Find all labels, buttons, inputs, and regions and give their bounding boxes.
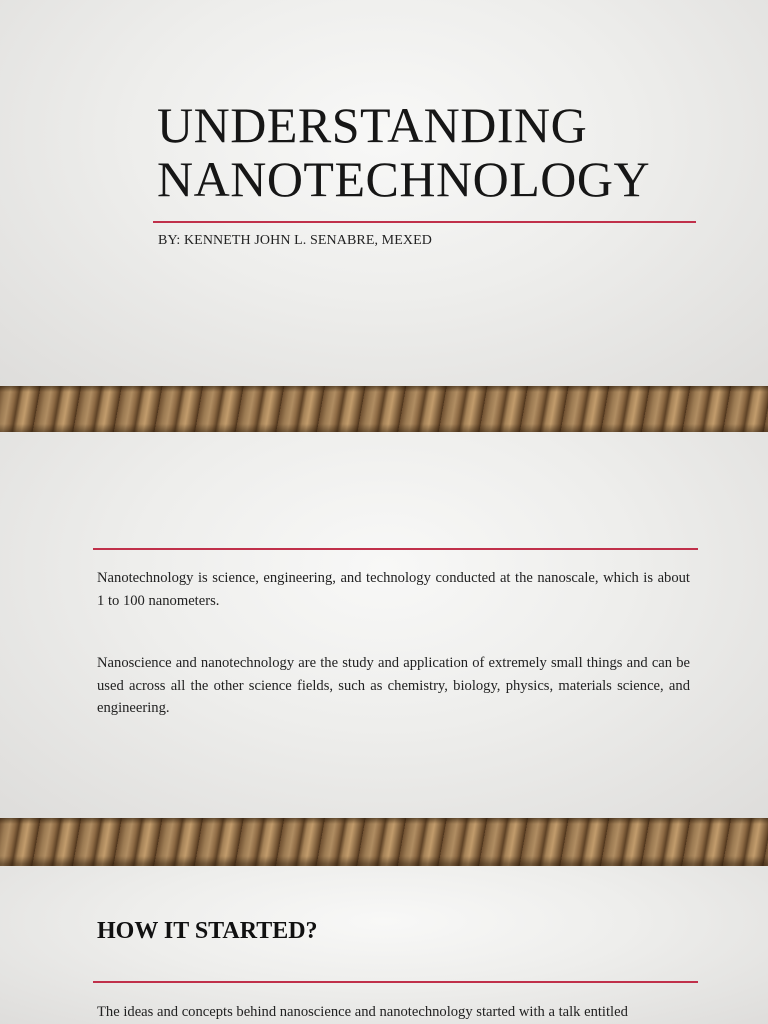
definition-paragraph: Nanotechnology is science, engineering, and technology conducted at the nanoscale, which is about 1 to 100 nanometers. bbox=[97, 570, 690, 609]
application-paragraph: Nanoscience and nanotechnology are the study and application of extremely small things and can be used across all the other science fields, such as chemistry, biology, physics, materials science, and engineering. bbox=[97, 655, 690, 716]
slide-title-line-1: UNDERSTANDING bbox=[157, 97, 588, 153]
history-paragraph: The ideas and concepts behind nanoscience and nanotechnology started with a talk entitled bbox=[97, 1004, 628, 1020]
definition-slide bbox=[0, 432, 768, 818]
slide-heading: HOW IT STARTED? bbox=[97, 918, 318, 944]
slide-title-line-2: NANOTECHNOLOGY bbox=[157, 151, 651, 207]
slide-divider bbox=[93, 981, 698, 983]
wood-floor-band bbox=[0, 386, 768, 432]
title-slide bbox=[0, 0, 768, 386]
title-divider bbox=[153, 221, 696, 223]
slide-divider bbox=[93, 548, 698, 550]
slide-title bbox=[157, 98, 650, 206]
history-slide bbox=[0, 866, 768, 1024]
wood-floor-band bbox=[0, 818, 768, 866]
author-byline: BY: KENNETH JOHN L. SENABRE, MEXED bbox=[158, 233, 432, 248]
